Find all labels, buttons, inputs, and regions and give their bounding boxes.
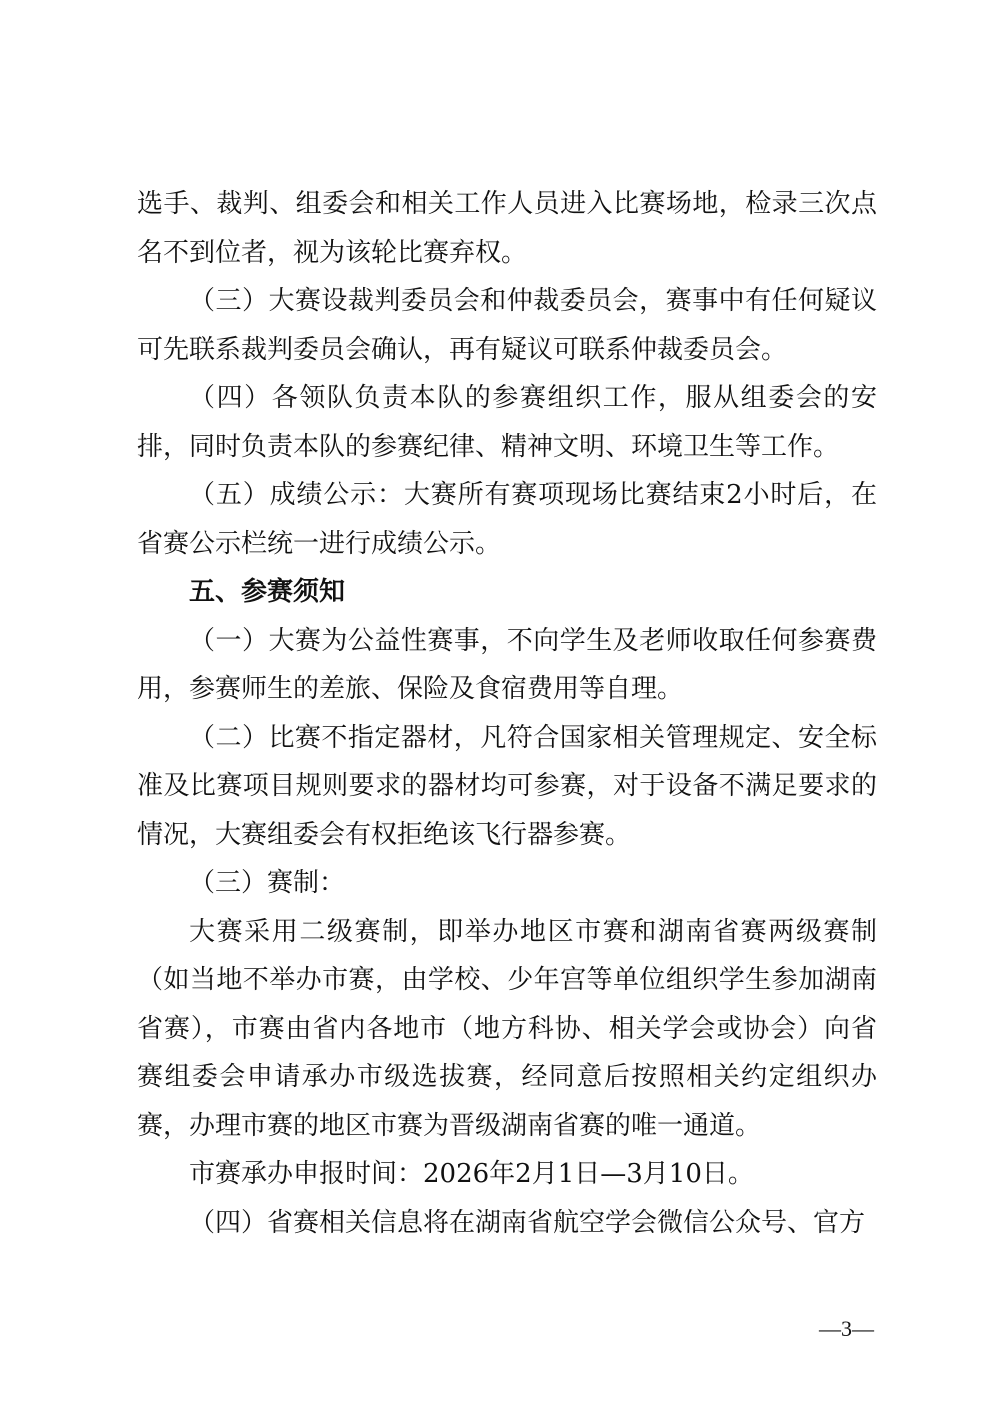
paragraph-equipment: （二）比赛不指定器材，凡符合国家相关管理规定、安全标准及比赛项目规则要求的器材均可参赛，对于设备不满足要求的情况，大赛组委会有权拒绝该飞行器参赛。	[137, 722, 877, 850]
paragraph-info: （四）省赛相关信息将在湖南省航空学会微信公众号、官方	[189, 1207, 866, 1238]
paragraph-format-label: （三）赛制：	[189, 868, 346, 898]
paragraph-attendance: 选手、裁判、组委会和相关工作人员进入比赛场地，检录三次点名不到位者，视为该轮比赛弃权。	[137, 189, 877, 268]
section-heading: 五、参赛须知	[189, 577, 346, 607]
paragraph-application-time: 市赛承办申报时间：2026年2月1日—3月10日。	[189, 1159, 754, 1189]
paragraph-results: （五）成绩公示：大赛所有赛项现场比赛结束2小时后，在省赛公示栏统一进行成绩公示。	[137, 480, 877, 559]
paragraph-committees: （三）大赛设裁判委员会和仲裁委员会，赛事中有任何疑议可先联系裁判委员会确认，再有疑议可联系仲裁委员会。	[137, 286, 877, 365]
paragraph-fees: （一）大赛为公益性赛事，不向学生及老师收取任何参赛费用，参赛师生的差旅、保险及食宿费用等自理。	[137, 625, 877, 704]
paragraph-format: 大赛采用二级赛制，即举办地区市赛和湖南省赛两级赛制（如当地不举办市赛，由学校、少年宫等单位组织学生参加湖南省赛），市赛由省内各地市（地方科协、相关学会或协会）向省赛组委会申请承办市级选拔赛，经同意后按照相关约定组织办赛，办理市赛的地区市赛为晋级湖南省赛的唯一通道。	[137, 916, 877, 1141]
page-number: —3—	[819, 1316, 874, 1341]
document-body	[137, 180, 877, 1247]
paragraph-team-leaders: （四）各领队负责本队的参赛组织工作，服从组委会的安排，同时负责本队的参赛纪律、精神文明、环境卫生等工作。	[137, 383, 877, 462]
